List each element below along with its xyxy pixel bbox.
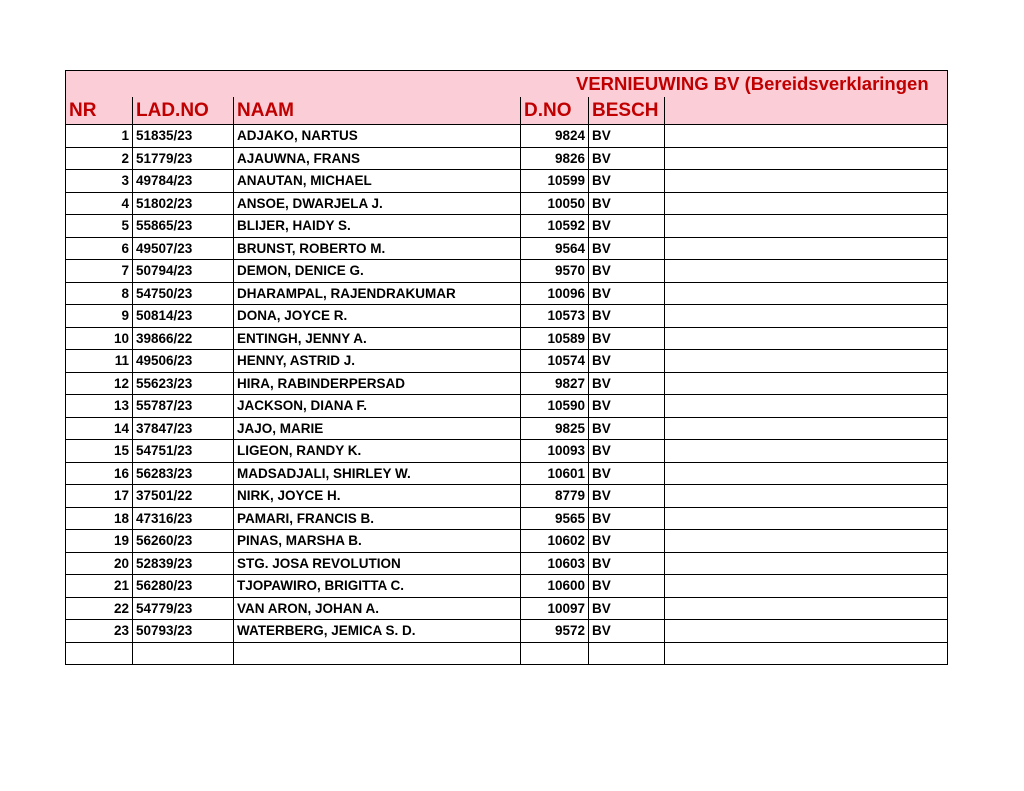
cell-lad-no: 52839/23 bbox=[133, 552, 234, 575]
cell-d-no: 9827 bbox=[521, 372, 589, 395]
cell-d-no: 10093 bbox=[521, 440, 589, 463]
header-d-no: D.NO bbox=[521, 97, 589, 125]
cell-besch: BV bbox=[589, 350, 665, 373]
cell-naam: JACKSON, DIANA F. bbox=[234, 395, 521, 418]
header-naam: NAAM bbox=[234, 97, 521, 125]
cell-naam: PAMARI, FRANCIS B. bbox=[234, 507, 521, 530]
cell-d-no: 10590 bbox=[521, 395, 589, 418]
cell-nr: 21 bbox=[66, 575, 133, 598]
spreadsheet-page bbox=[65, 70, 947, 665]
header-besch: BESCH bbox=[589, 97, 665, 125]
cell-empty bbox=[665, 530, 948, 553]
cell-lad-no: 55865/23 bbox=[133, 215, 234, 238]
table-row bbox=[66, 597, 948, 620]
cell-besch: BV bbox=[589, 485, 665, 508]
cell-nr: 3 bbox=[66, 170, 133, 193]
cell-lad-no: 49506/23 bbox=[133, 350, 234, 373]
cell-naam: DHARAMPAL, RAJENDRAKUMAR bbox=[234, 282, 521, 305]
cell-empty bbox=[665, 485, 948, 508]
cell-naam: BLIJER, HAIDY S. bbox=[234, 215, 521, 238]
cell-empty bbox=[234, 642, 521, 665]
sheet-title: VERNIEUWING BV (Bereidsverklaringen bbox=[576, 73, 929, 94]
table-row bbox=[66, 485, 948, 508]
cell-lad-no: 56283/23 bbox=[133, 462, 234, 485]
cell-besch: BV bbox=[589, 192, 665, 215]
cell-naam: ENTINGH, JENNY A. bbox=[234, 327, 521, 350]
cell-d-no: 10599 bbox=[521, 170, 589, 193]
cell-besch: BV bbox=[589, 552, 665, 575]
table-row bbox=[66, 305, 948, 328]
cell-lad-no: 55623/23 bbox=[133, 372, 234, 395]
cell-besch: BV bbox=[589, 372, 665, 395]
cell-lad-no: 39866/22 bbox=[133, 327, 234, 350]
cell-empty bbox=[665, 260, 948, 283]
cell-naam: JAJO, MARIE bbox=[234, 417, 521, 440]
cell-d-no: 10600 bbox=[521, 575, 589, 598]
cell-nr: 6 bbox=[66, 237, 133, 260]
cell-lad-no: 54751/23 bbox=[133, 440, 234, 463]
header-lad-no: LAD.NO bbox=[133, 97, 234, 125]
cell-lad-no: 50794/23 bbox=[133, 260, 234, 283]
cell-lad-no: 56260/23 bbox=[133, 530, 234, 553]
empty-row bbox=[66, 642, 948, 665]
table-row bbox=[66, 530, 948, 553]
title-cell bbox=[66, 71, 948, 98]
table-row bbox=[66, 215, 948, 238]
cell-lad-no: 50793/23 bbox=[133, 620, 234, 643]
cell-empty bbox=[665, 372, 948, 395]
table-row bbox=[66, 372, 948, 395]
cell-besch: BV bbox=[589, 507, 665, 530]
cell-nr: 9 bbox=[66, 305, 133, 328]
table-row bbox=[66, 440, 948, 463]
cell-naam: MADSADJALI, SHIRLEY W. bbox=[234, 462, 521, 485]
cell-empty bbox=[665, 440, 948, 463]
cell-naam: TJOPAWIRO, BRIGITTA C. bbox=[234, 575, 521, 598]
cell-besch: BV bbox=[589, 260, 665, 283]
cell-d-no: 10603 bbox=[521, 552, 589, 575]
cell-lad-no: 54779/23 bbox=[133, 597, 234, 620]
cell-d-no: 10601 bbox=[521, 462, 589, 485]
cell-d-no: 9824 bbox=[521, 125, 589, 148]
cell-lad-no: 37847/23 bbox=[133, 417, 234, 440]
cell-d-no: 9825 bbox=[521, 417, 589, 440]
cell-nr: 10 bbox=[66, 327, 133, 350]
cell-nr: 7 bbox=[66, 260, 133, 283]
cell-besch: BV bbox=[589, 530, 665, 553]
cell-besch: BV bbox=[589, 575, 665, 598]
cell-naam: DEMON, DENICE G. bbox=[234, 260, 521, 283]
table-row bbox=[66, 192, 948, 215]
cell-empty bbox=[665, 620, 948, 643]
cell-lad-no: 50814/23 bbox=[133, 305, 234, 328]
cell-lad-no: 51779/23 bbox=[133, 147, 234, 170]
cell-empty bbox=[665, 147, 948, 170]
cell-empty bbox=[665, 237, 948, 260]
table-row bbox=[66, 620, 948, 643]
cell-nr: 18 bbox=[66, 507, 133, 530]
cell-d-no: 9826 bbox=[521, 147, 589, 170]
cell-naam: HENNY, ASTRID J. bbox=[234, 350, 521, 373]
cell-empty bbox=[665, 575, 948, 598]
cell-nr: 14 bbox=[66, 417, 133, 440]
table-row bbox=[66, 327, 948, 350]
cell-besch: BV bbox=[589, 395, 665, 418]
cell-lad-no: 37501/22 bbox=[133, 485, 234, 508]
cell-besch: BV bbox=[589, 597, 665, 620]
cell-besch: BV bbox=[589, 327, 665, 350]
cell-d-no: 9565 bbox=[521, 507, 589, 530]
cell-naam: LIGEON, RANDY K. bbox=[234, 440, 521, 463]
cell-nr: 5 bbox=[66, 215, 133, 238]
cell-besch: BV bbox=[589, 440, 665, 463]
cell-besch: BV bbox=[589, 305, 665, 328]
cell-empty bbox=[133, 642, 234, 665]
cell-d-no: 10574 bbox=[521, 350, 589, 373]
cell-empty bbox=[665, 282, 948, 305]
cell-naam: ADJAKO, NARTUS bbox=[234, 125, 521, 148]
cell-empty bbox=[665, 597, 948, 620]
cell-besch: BV bbox=[589, 620, 665, 643]
cell-d-no: 8779 bbox=[521, 485, 589, 508]
cell-nr: 13 bbox=[66, 395, 133, 418]
cell-d-no: 10050 bbox=[521, 192, 589, 215]
cell-naam: NIRK, JOYCE H. bbox=[234, 485, 521, 508]
cell-empty bbox=[665, 170, 948, 193]
cell-lad-no: 51835/23 bbox=[133, 125, 234, 148]
cell-besch: BV bbox=[589, 215, 665, 238]
table-row bbox=[66, 350, 948, 373]
header-empty bbox=[665, 97, 948, 125]
cell-empty bbox=[66, 642, 133, 665]
table-row bbox=[66, 395, 948, 418]
cell-naam: DONA, JOYCE R. bbox=[234, 305, 521, 328]
table-row bbox=[66, 125, 948, 148]
cell-empty bbox=[521, 642, 589, 665]
cell-naam: WATERBERG, JEMICA S. D. bbox=[234, 620, 521, 643]
cell-besch: BV bbox=[589, 170, 665, 193]
cell-naam: AJAUWNA, FRANS bbox=[234, 147, 521, 170]
cell-empty bbox=[665, 125, 948, 148]
cell-empty bbox=[665, 395, 948, 418]
cell-empty bbox=[589, 642, 665, 665]
cell-nr: 2 bbox=[66, 147, 133, 170]
table-row bbox=[66, 282, 948, 305]
cell-nr: 15 bbox=[66, 440, 133, 463]
cell-d-no: 10097 bbox=[521, 597, 589, 620]
cell-nr: 8 bbox=[66, 282, 133, 305]
cell-nr: 12 bbox=[66, 372, 133, 395]
cell-naam: ANAUTAN, MICHAEL bbox=[234, 170, 521, 193]
cell-empty bbox=[665, 417, 948, 440]
cell-d-no: 9570 bbox=[521, 260, 589, 283]
table-row bbox=[66, 552, 948, 575]
cell-d-no: 10096 bbox=[521, 282, 589, 305]
cell-lad-no: 49784/23 bbox=[133, 170, 234, 193]
cell-d-no: 9564 bbox=[521, 237, 589, 260]
header-row bbox=[66, 97, 948, 125]
cell-nr: 4 bbox=[66, 192, 133, 215]
cell-d-no: 10602 bbox=[521, 530, 589, 553]
cell-besch: BV bbox=[589, 237, 665, 260]
cell-nr: 1 bbox=[66, 125, 133, 148]
cell-empty bbox=[665, 192, 948, 215]
cell-nr: 11 bbox=[66, 350, 133, 373]
cell-nr: 22 bbox=[66, 597, 133, 620]
cell-naam: BRUNST, ROBERTO M. bbox=[234, 237, 521, 260]
cell-besch: BV bbox=[589, 147, 665, 170]
table-row bbox=[66, 237, 948, 260]
cell-empty bbox=[665, 327, 948, 350]
cell-lad-no: 55787/23 bbox=[133, 395, 234, 418]
cell-nr: 23 bbox=[66, 620, 133, 643]
table-row bbox=[66, 147, 948, 170]
bv-renewal-table bbox=[65, 70, 948, 665]
cell-nr: 16 bbox=[66, 462, 133, 485]
cell-besch: BV bbox=[589, 462, 665, 485]
cell-nr: 17 bbox=[66, 485, 133, 508]
cell-empty bbox=[665, 350, 948, 373]
cell-besch: BV bbox=[589, 417, 665, 440]
cell-d-no: 10592 bbox=[521, 215, 589, 238]
cell-naam: STG. JOSA REVOLUTION bbox=[234, 552, 521, 575]
cell-naam: PINAS, MARSHA B. bbox=[234, 530, 521, 553]
cell-lad-no: 54750/23 bbox=[133, 282, 234, 305]
table-row bbox=[66, 507, 948, 530]
cell-lad-no: 47316/23 bbox=[133, 507, 234, 530]
cell-empty bbox=[665, 215, 948, 238]
cell-nr: 19 bbox=[66, 530, 133, 553]
cell-besch: BV bbox=[589, 125, 665, 148]
cell-empty bbox=[665, 507, 948, 530]
cell-empty bbox=[665, 552, 948, 575]
table-row bbox=[66, 260, 948, 283]
cell-d-no: 10573 bbox=[521, 305, 589, 328]
table-row bbox=[66, 170, 948, 193]
cell-lad-no: 56280/23 bbox=[133, 575, 234, 598]
cell-naam: HIRA, RABINDERPERSAD bbox=[234, 372, 521, 395]
cell-empty bbox=[665, 305, 948, 328]
cell-besch: BV bbox=[589, 282, 665, 305]
cell-naam: ANSOE, DWARJELA J. bbox=[234, 192, 521, 215]
cell-lad-no: 51802/23 bbox=[133, 192, 234, 215]
title-row bbox=[66, 71, 948, 98]
cell-nr: 20 bbox=[66, 552, 133, 575]
cell-empty bbox=[665, 462, 948, 485]
table-row bbox=[66, 417, 948, 440]
cell-naam: VAN ARON, JOHAN A. bbox=[234, 597, 521, 620]
table-row bbox=[66, 575, 948, 598]
cell-d-no: 9572 bbox=[521, 620, 589, 643]
cell-lad-no: 49507/23 bbox=[133, 237, 234, 260]
cell-d-no: 10589 bbox=[521, 327, 589, 350]
header-nr: NR bbox=[66, 97, 133, 125]
table-row bbox=[66, 462, 948, 485]
cell-empty bbox=[665, 642, 948, 665]
